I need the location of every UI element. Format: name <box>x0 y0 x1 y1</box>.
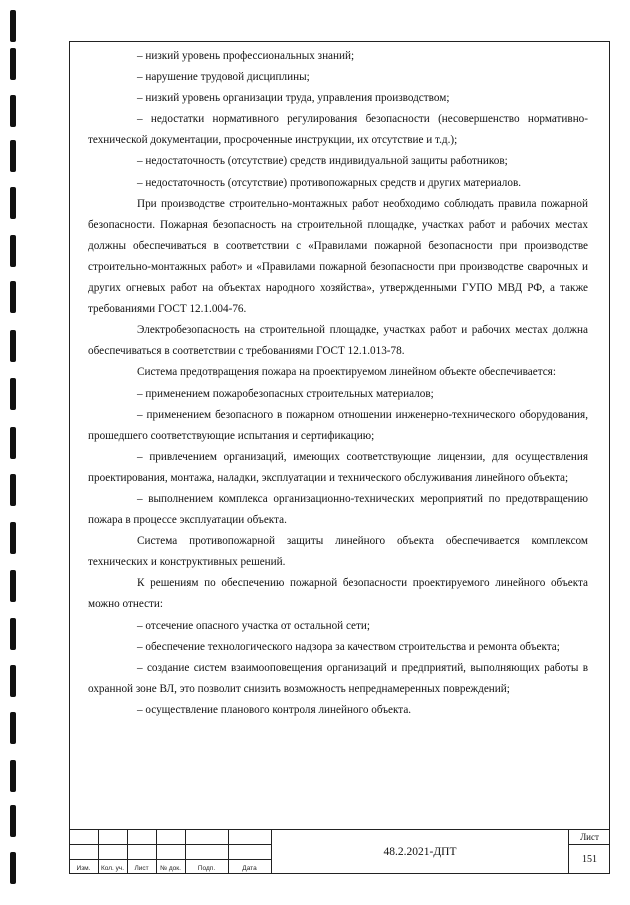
binding-mark <box>10 760 16 792</box>
label-sheet: Лист <box>134 865 149 872</box>
list-item: – осуществление планового контроля линейного объекта. <box>137 703 412 716</box>
binding-mark <box>10 330 16 362</box>
paragraph: Электробезопасность на строительной площадке, участках работ и рабочих местах должна обеспечиваться в соответствии с требованиями ГОСТ 12.1.013-78. <box>88 324 588 358</box>
binding-mark <box>10 281 16 313</box>
label-signature: Подп. <box>197 865 216 872</box>
list-item: – нарушение трудовой дисциплины; <box>137 71 310 84</box>
binding-mark <box>10 48 16 80</box>
list-item: – недостаточность (отсутствие) противопожарных средств и других материалов. <box>137 176 522 189</box>
title-block-rule <box>69 844 271 845</box>
binding-marks <box>0 0 30 905</box>
list-item: – применением пожаробезопасных строительных материалов; <box>137 387 434 400</box>
binding-mark <box>10 187 16 219</box>
binding-mark <box>10 618 16 650</box>
paragraph: Система противопожарной защиты линейного объекта обеспечивается комплексом технических и конструктивных решений. <box>88 535 588 569</box>
label-qty: Кол. уч. <box>100 865 125 872</box>
paragraph: Система предотвращения пожара на проектируемом линейном объекте обеспечивается: <box>137 366 556 379</box>
document-code: 48.2.2021-ДПТ <box>383 846 457 858</box>
list-item: – привлечением организаций, имеющих соответствующие лицензии, для осуществления проектирования, монтажа, наладки, эксплуатации и технического обслуживания линейного объекта; <box>88 450 588 484</box>
paragraph: К решениям по обеспечению пожарной безопасности проектируемого линейного объекта можно отнести: <box>88 577 588 611</box>
sheet-box <box>568 830 610 874</box>
list-item: – недостаточность (отсутствие) средств индивидуальной защиты работников; <box>137 155 508 168</box>
binding-mark <box>10 665 16 697</box>
list-item: – низкий уровень организации труда, управления производством; <box>137 92 450 105</box>
binding-mark <box>10 852 16 884</box>
label-date: Дата <box>242 865 257 872</box>
binding-mark <box>10 522 16 554</box>
title-block-rule <box>69 859 271 860</box>
label-change: Изм. <box>76 865 91 872</box>
list-item: – применением безопасного в пожарном отношении инженерно-технического оборудования, прошедшего соответствующие испытания и сертификацию; <box>88 408 588 442</box>
binding-mark <box>10 140 16 172</box>
label-doc-no: № док. <box>160 865 181 872</box>
binding-mark <box>10 10 16 42</box>
binding-mark <box>10 805 16 837</box>
document-body <box>88 46 588 721</box>
binding-mark <box>10 427 16 459</box>
title-block <box>69 829 610 874</box>
list-item: – отсечение опасного участка от остальной сети; <box>137 619 371 632</box>
binding-mark <box>10 712 16 744</box>
sheet-number: 151 <box>582 854 597 865</box>
sheet-label: Лист <box>569 830 610 845</box>
list-item: – низкий уровень профессиональных знаний; <box>137 50 355 62</box>
list-item: – выполнением комплекса организационно-технических мероприятий по предотвращению пожара в процессе эксплуатации объекта. <box>88 492 588 527</box>
paragraph: При производстве строительно-монтажных работ необходимо соблюдать правила пожарной безопасности. Пожарная безопасность на строительной площадке, участках работ и рабочих местах должны обеспечиваться в соответствии с «Правилами пожарной безопасности при производстве строительно-монтажных работ» и «Правилами пожарной безопасности при производстве сварочных и других огневых работ на объектах народного хозяйства», утвержденными ГУПО МВД РФ, а также требованиями ГОСТ 12.1.004-76. <box>88 197 588 316</box>
binding-mark <box>10 235 16 267</box>
binding-mark <box>10 95 16 127</box>
list-item: – обеспечение технологического надзора за качеством строительства и ремонта объекта; <box>137 640 560 653</box>
binding-mark <box>10 474 16 506</box>
binding-mark <box>10 570 16 602</box>
list-item: – создание систем взаимооповещения организаций и предприятий, выполняющих работы в охранной зоне ВЛ, это позволит снизить возможность непреднамеренных повреждений; <box>88 661 588 695</box>
binding-mark <box>10 378 16 410</box>
list-item: – недостатки нормативного регулирования безопасности (несовершенство нормативно-технической документации, просроченные инструкции, их отсутствие и т.д.); <box>88 113 588 147</box>
